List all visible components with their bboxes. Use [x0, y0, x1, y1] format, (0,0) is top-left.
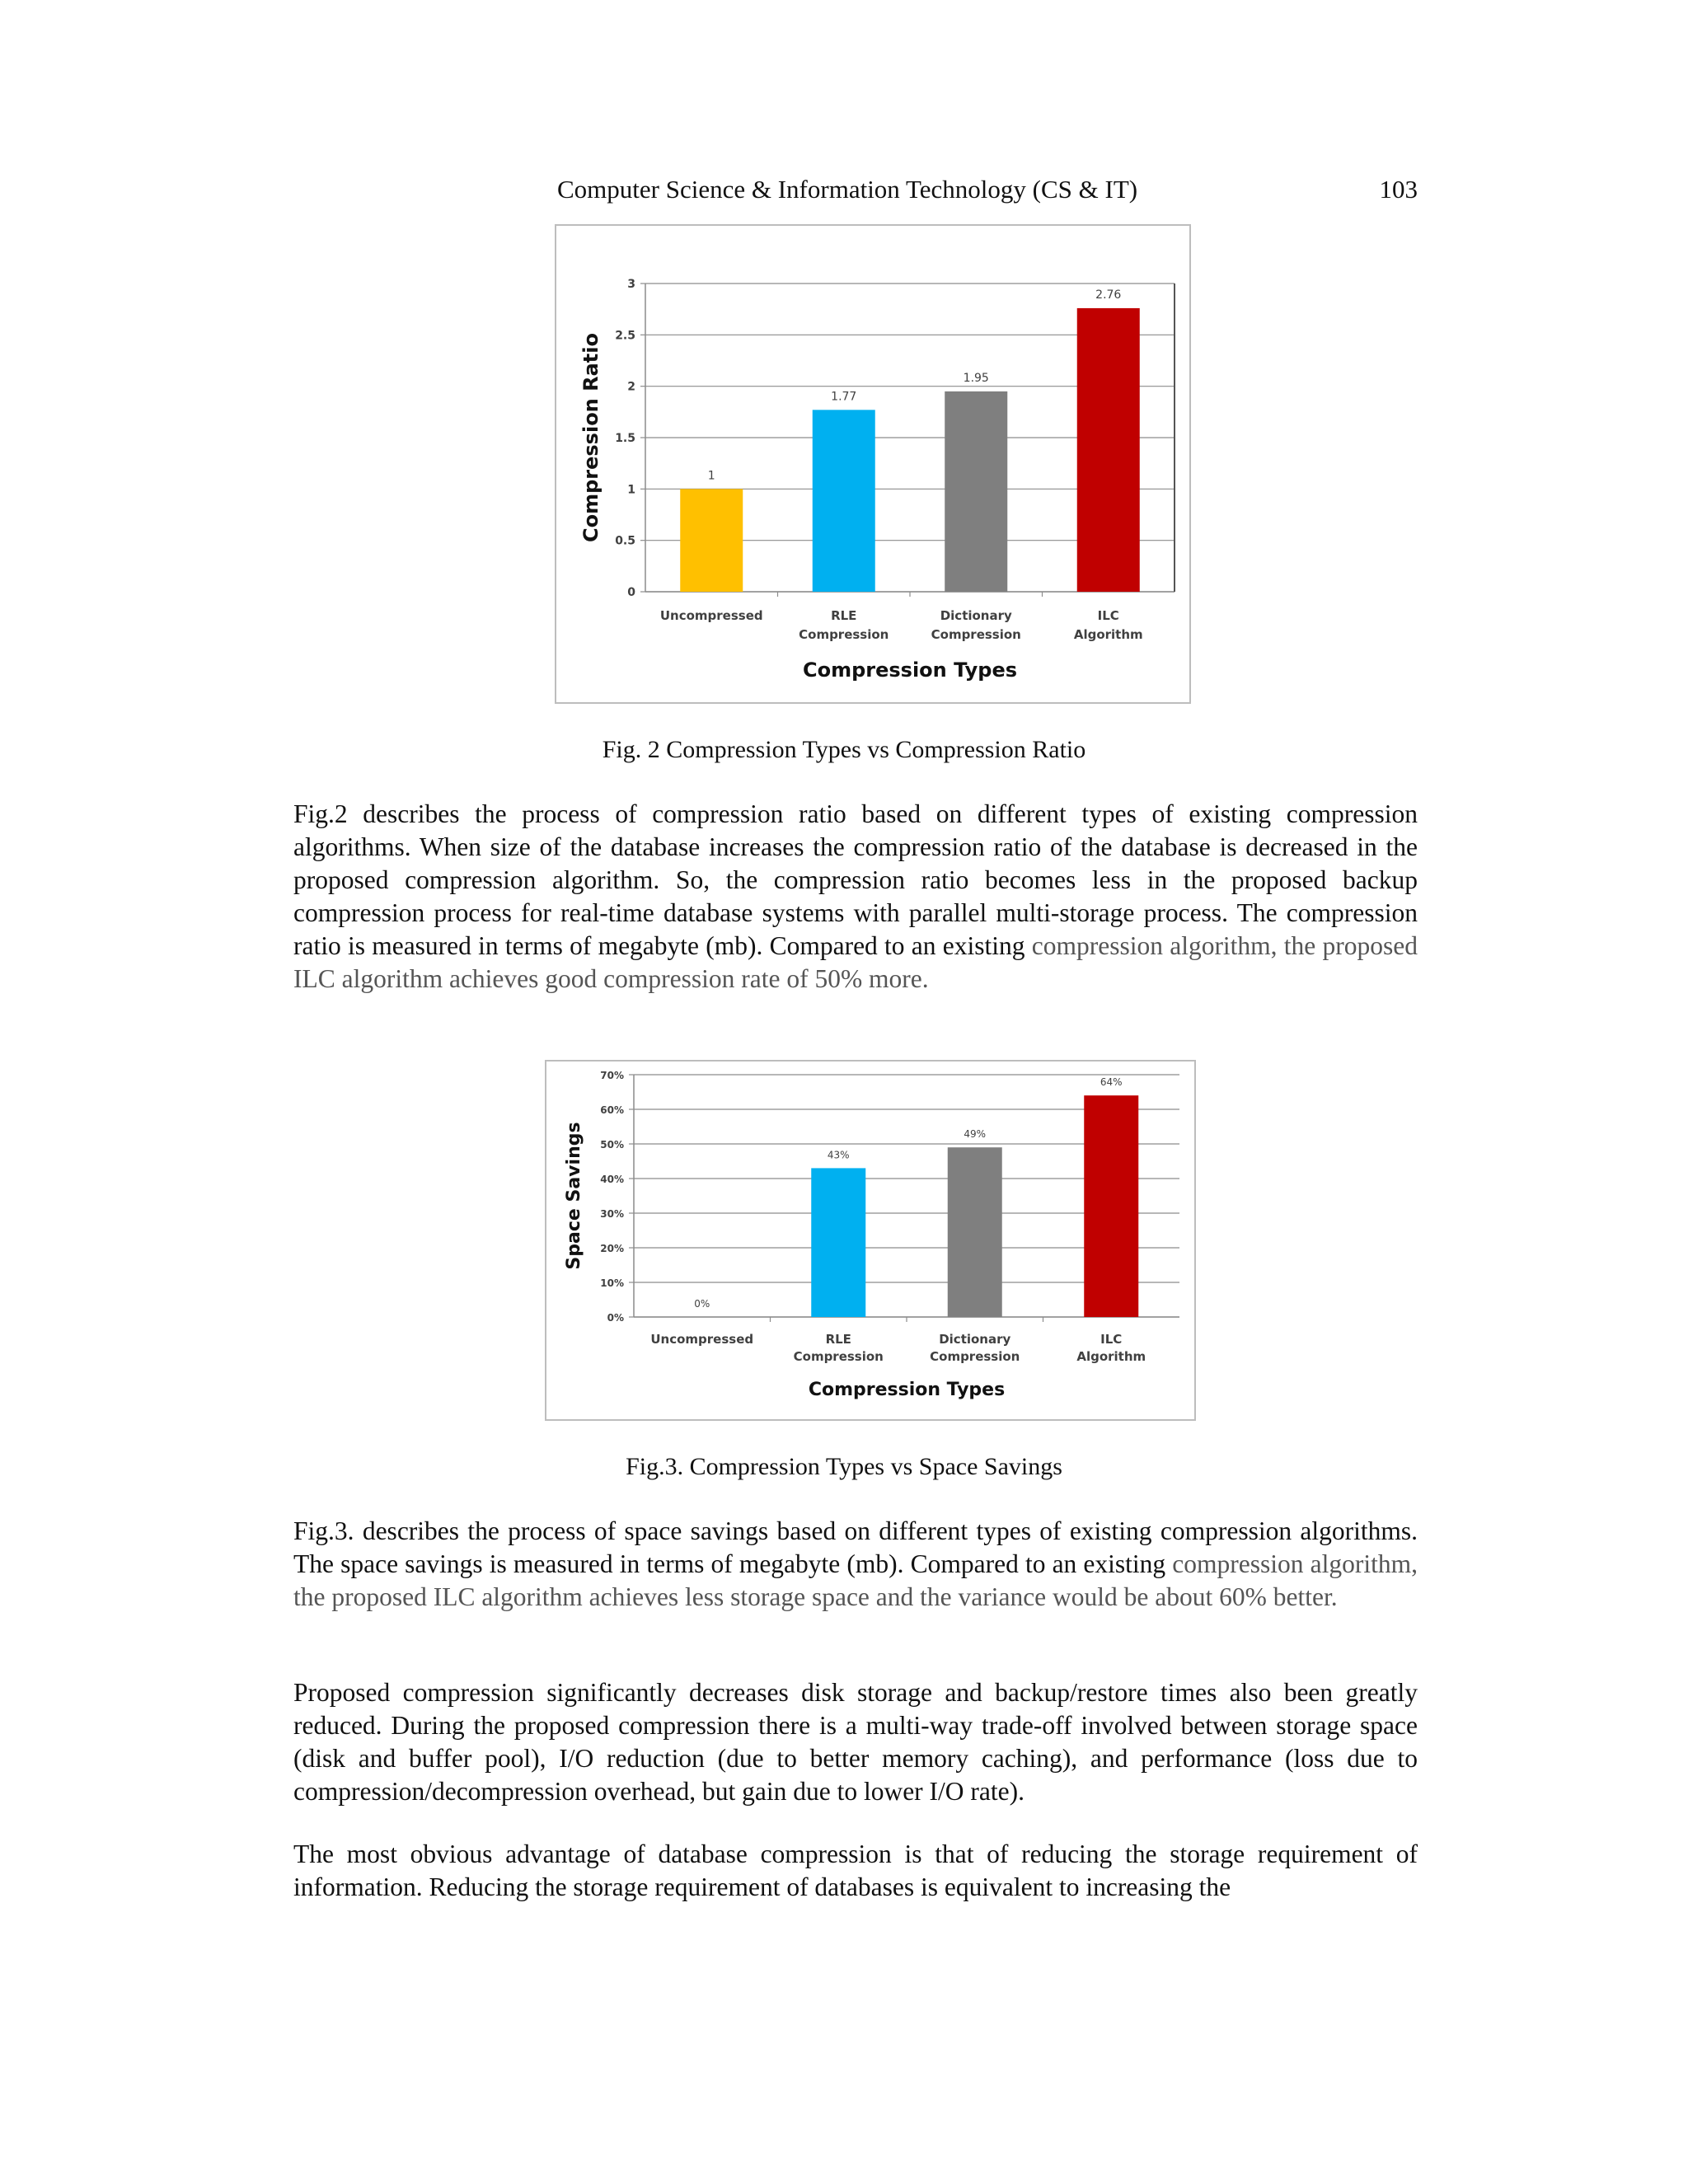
category-label: Compression	[793, 1349, 884, 1364]
category-label: Dictionary	[939, 1332, 1011, 1347]
category-label: ILC	[1097, 608, 1119, 623]
paragraph-1-grey-text: compression algorithm, the proposed ILC algorithm achieves good compression rate of 50% more.	[293, 931, 1418, 993]
page-number: 103	[1379, 175, 1418, 204]
bar	[945, 391, 1007, 592]
paragraph-2-text: Fig.3. describes the process of space savings based on different types of existing compression algorithms. The space savings is measured in terms of megabyte (mb). Compared to an existing	[293, 1516, 1418, 1578]
y-tick-label: 2	[627, 380, 635, 394]
category-label: RLE	[825, 1332, 851, 1347]
bar-value-label: 49%	[964, 1128, 987, 1141]
bar-value-label: 2.76	[1095, 288, 1122, 302]
bar-value-label: 1	[707, 469, 715, 483]
y-tick-label: 70%	[600, 1070, 624, 1081]
bar-value-label: 1.95	[963, 371, 989, 385]
figure-3-caption: Fig.3. Compression Types vs Space Savings	[626, 1453, 1062, 1480]
paragraph-4: The most obvious advantage of database compression is that of reducing the storage requirement of information. Reducing the storage requirement of databases is equivalent to increasing the	[293, 1840, 1418, 1901]
page-header	[557, 173, 1418, 206]
bar	[948, 1147, 1002, 1317]
figure-2-caption: Fig. 2 Compression Types vs Compression Ratio	[602, 736, 1086, 763]
journal-title: Computer Science & Information Technology (CS & IT)	[557, 175, 1138, 204]
x-axis-title: Compression Types	[808, 1380, 1006, 1400]
space-savings-chart	[546, 1062, 1194, 1419]
y-axis-title: Compression Ratio	[579, 333, 603, 542]
x-axis-title: Compression Types	[802, 658, 1018, 682]
bar	[1084, 1095, 1138, 1317]
category-label: ILC	[1100, 1332, 1123, 1347]
category-label: Compression	[799, 627, 889, 642]
category-label: Compression	[930, 1349, 1020, 1364]
y-tick-label: 20%	[600, 1243, 624, 1254]
bar	[813, 410, 875, 592]
category-label: Uncompressed	[659, 608, 763, 623]
y-tick-label: 30%	[600, 1208, 624, 1220]
y-tick-label: 1.5	[615, 432, 635, 445]
bar-value-label: 64%	[1100, 1076, 1123, 1089]
bar	[811, 1168, 865, 1317]
bar	[1077, 308, 1140, 592]
category-label: Compression	[931, 627, 1021, 642]
bar-value-label: 0%	[694, 1298, 710, 1310]
paragraph-1-text: Fig.2 describes the process of compression ratio based on different types of existing compression algorithms. When size of the database increases the compression ratio of the database is decreased in the proposed compression algorithm. So, the compression ratio becomes less in the proposed backup compression process for real-time database systems with parallel multi-storage process. The compression ratio is measured in terms of megabyte (mb). Compared to an existing	[293, 799, 1418, 960]
y-tick-label: 0%	[607, 1312, 624, 1324]
y-tick-label: 2.5	[615, 329, 635, 343]
category-label: Dictionary	[940, 608, 1012, 623]
category-label: Uncompressed	[650, 1332, 754, 1347]
y-tick-label: 0	[627, 586, 635, 599]
bar	[680, 489, 743, 592]
y-tick-label: 10%	[600, 1277, 624, 1289]
bar-value-label: 43%	[827, 1149, 850, 1161]
paragraph-2	[293, 1515, 1418, 1614]
paragraph-1	[293, 798, 1418, 996]
category-label: Algorithm	[1076, 1349, 1146, 1364]
compression-ratio-chart	[556, 226, 1189, 702]
category-label: Algorithm	[1073, 627, 1143, 642]
bar-value-label: 1.77	[831, 390, 857, 404]
y-tick-label: 1	[627, 483, 635, 497]
paragraph-2-grey-text: compression algorithm, the proposed ILC algorithm achieves less storage space and the variance would be about 60% better.	[293, 1549, 1418, 1611]
figure-2-chart	[555, 224, 1191, 704]
y-tick-label: 40%	[600, 1174, 624, 1185]
figure-3-chart	[545, 1060, 1196, 1421]
y-tick-label: 60%	[600, 1104, 624, 1116]
y-tick-label: 0.5	[615, 534, 635, 548]
y-tick-label: 3	[627, 278, 635, 291]
paragraph-3: Proposed compression significantly decreases disk storage and backup/restore times also been greatly reduced. During the proposed compression there is a multi-way trade-off involved between storage space (disk and buffer pool), I/O reduction (due to better memory caching), and performance (loss due to compression/decompression overhead, but gain due to lower I/O rate).	[293, 1678, 1418, 1806]
y-tick-label: 50%	[600, 1139, 624, 1151]
y-axis-title: Space Savings	[564, 1122, 584, 1270]
category-label: RLE	[831, 608, 857, 623]
